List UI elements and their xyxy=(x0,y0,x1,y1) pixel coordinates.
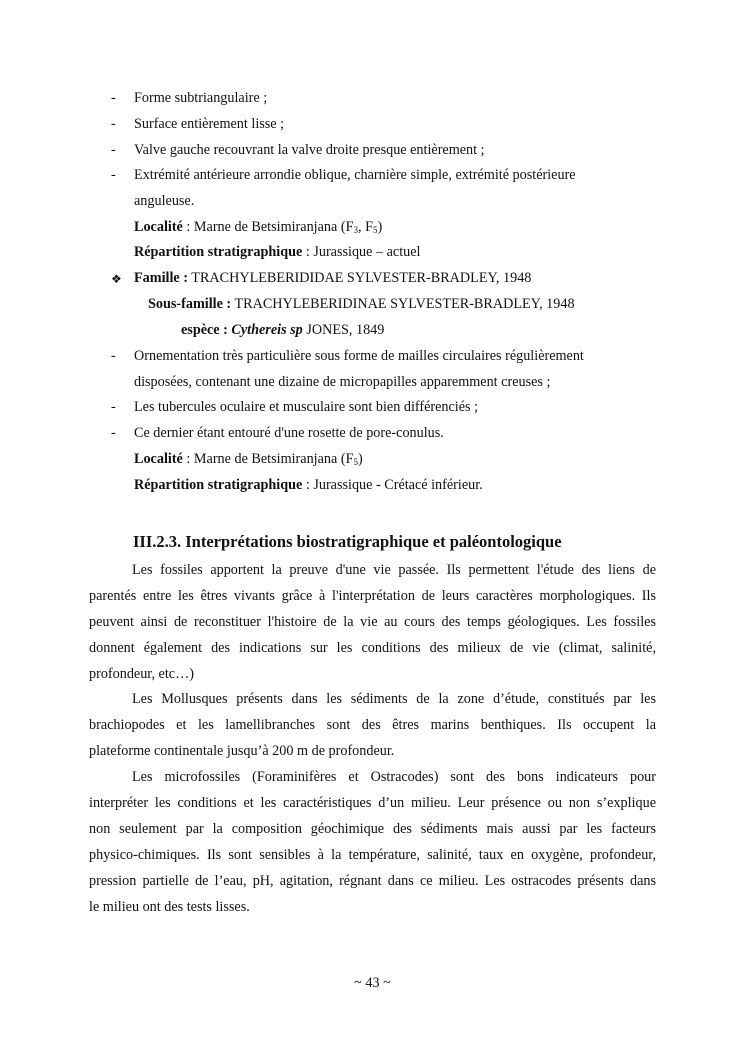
paragraph-line: parentés entre les êtres vivants grâce à l'interprétation de leurs caractères morphologiques. Ils xyxy=(89,588,656,604)
paragraph-line xyxy=(89,690,656,708)
species-name: Cythereis sp xyxy=(231,322,303,338)
species-author: JONES, 1849 xyxy=(302,322,385,338)
paragraph-line: interpréter les conditions et les caractéristiques d’un milieu. Leur présence ou non s’explique xyxy=(89,795,656,811)
paragraph-line: physico-chimiques. Ils sont sensibles à la température, salinité, taux en oxygène, profondeur, xyxy=(89,847,656,863)
dash-bullet: - xyxy=(111,167,116,183)
species-line xyxy=(181,321,384,339)
section-heading: III.2.3. Interprétations biostratigraphique et paléontologique xyxy=(133,532,562,551)
locality-label: Localité xyxy=(134,219,183,235)
repartition-label: Répartition stratigraphique xyxy=(134,244,303,260)
subscript: 3 xyxy=(353,225,358,235)
list-item-text: Ornementation très particulière sous forme de mailles circulaires régulièrement xyxy=(134,348,584,364)
repartition-text: Jurassique - Crétacé inférieur. xyxy=(313,477,483,493)
repartition-line xyxy=(134,476,483,494)
dash-bullet: - xyxy=(111,116,116,132)
paragraph-text: Les fossiles apportent la preuve d'une vie passée. Ils permettent l'étude des liens de xyxy=(132,562,656,578)
list-item-text: Extrémité antérieure arrondie oblique, charnière simple, extrémité postérieure xyxy=(134,167,576,183)
species-label: espèce : xyxy=(181,322,228,338)
locality-text: , F xyxy=(357,219,373,235)
paragraph-line: peuvent ainsi de reconstituer l'histoire de la vie au cours des temps géologiques. Les fossiles xyxy=(89,614,656,630)
paragraph-line: le milieu ont des tests lisses. xyxy=(89,899,250,915)
locality-text: Marne de Betsimiranjana (F xyxy=(193,219,354,235)
family-text: TRACHYLEBERIDIDAE SYLVESTER-BRADLEY, 1948 xyxy=(187,270,532,286)
locality-text: ) xyxy=(377,219,383,235)
list-item-text: Forme subtriangulaire ; xyxy=(134,90,268,106)
family-label: Famille : xyxy=(134,270,188,286)
repartition-label: Répartition stratigraphique xyxy=(134,477,303,493)
list-item-text: disposées, contenant une dizaine de micropapilles apparemment creuses ; xyxy=(134,374,551,390)
paragraph-line xyxy=(89,561,656,579)
paragraph-text: Les Mollusques présents dans les sédiments de la zone d’étude, constitués par les xyxy=(132,691,656,707)
list-item-text: anguleuse. xyxy=(134,193,195,209)
page-number: ~ 43 ~ xyxy=(354,975,391,991)
separator: : xyxy=(182,451,194,467)
separator: : xyxy=(182,219,194,235)
paragraph-line xyxy=(89,768,656,786)
paragraph-text: Les microfossiles (Foraminifères et Ostracodes) sont des bons indicateurs pour xyxy=(132,769,656,785)
locality-text: ) xyxy=(357,451,363,467)
separator: : xyxy=(302,244,314,260)
locality-label: Localité xyxy=(134,451,183,467)
locality-line xyxy=(134,218,382,239)
paragraph-line: brachiopodes et les lamellibranches sont des êtres marins benthiques. Ils occupent la xyxy=(89,717,656,733)
separator: : xyxy=(302,477,314,493)
locality-text: Marne de Betsimiranjana (F xyxy=(193,451,354,467)
list-item-text: Les tubercules oculaire et musculaire sont bien différenciés ; xyxy=(134,399,479,415)
subscript: 5 xyxy=(353,457,358,467)
list-item-text: Valve gauche recouvrant la valve droite presque entièrement ; xyxy=(134,142,485,158)
dash-bullet: - xyxy=(111,425,116,441)
subfamily-text: TRACHYLEBERIDINAE SYLVESTER-BRADLEY, 1948 xyxy=(231,296,575,312)
repartition-text: Jurassique – actuel xyxy=(313,244,421,260)
list-item-text: Surface entièrement lisse ; xyxy=(134,116,285,132)
list-item-text: Ce dernier étant entouré d'une rosette de pore-conulus. xyxy=(134,425,444,441)
paragraph-line: profondeur, etc…) xyxy=(89,666,195,682)
dash-bullet: - xyxy=(111,90,116,106)
repartition-line xyxy=(134,243,421,261)
locality-line xyxy=(134,450,363,471)
subfamily-label: Sous-famille : xyxy=(148,296,232,312)
dash-bullet: - xyxy=(111,399,116,415)
paragraph-line: donnent également des indications sur les conditions des milieux de vie (climat, salinité, xyxy=(89,640,656,656)
subscript: 5 xyxy=(372,225,378,235)
diamond-bullet-icon: ❖ xyxy=(111,272,122,286)
paragraph-line: plateforme continentale jusqu’à 200 m de profondeur. xyxy=(89,743,395,759)
paragraph-line: non seulement par la composition géochimique des sédiments mais aussi par les facteurs xyxy=(89,821,656,837)
subfamily-line xyxy=(148,295,575,313)
dash-bullet: - xyxy=(111,142,116,158)
dash-bullet: - xyxy=(111,348,116,364)
paragraph-line: pression partielle de l’eau, pH, agitation, régnant dans ce milieu. Les ostracodes présents dans xyxy=(89,873,656,889)
